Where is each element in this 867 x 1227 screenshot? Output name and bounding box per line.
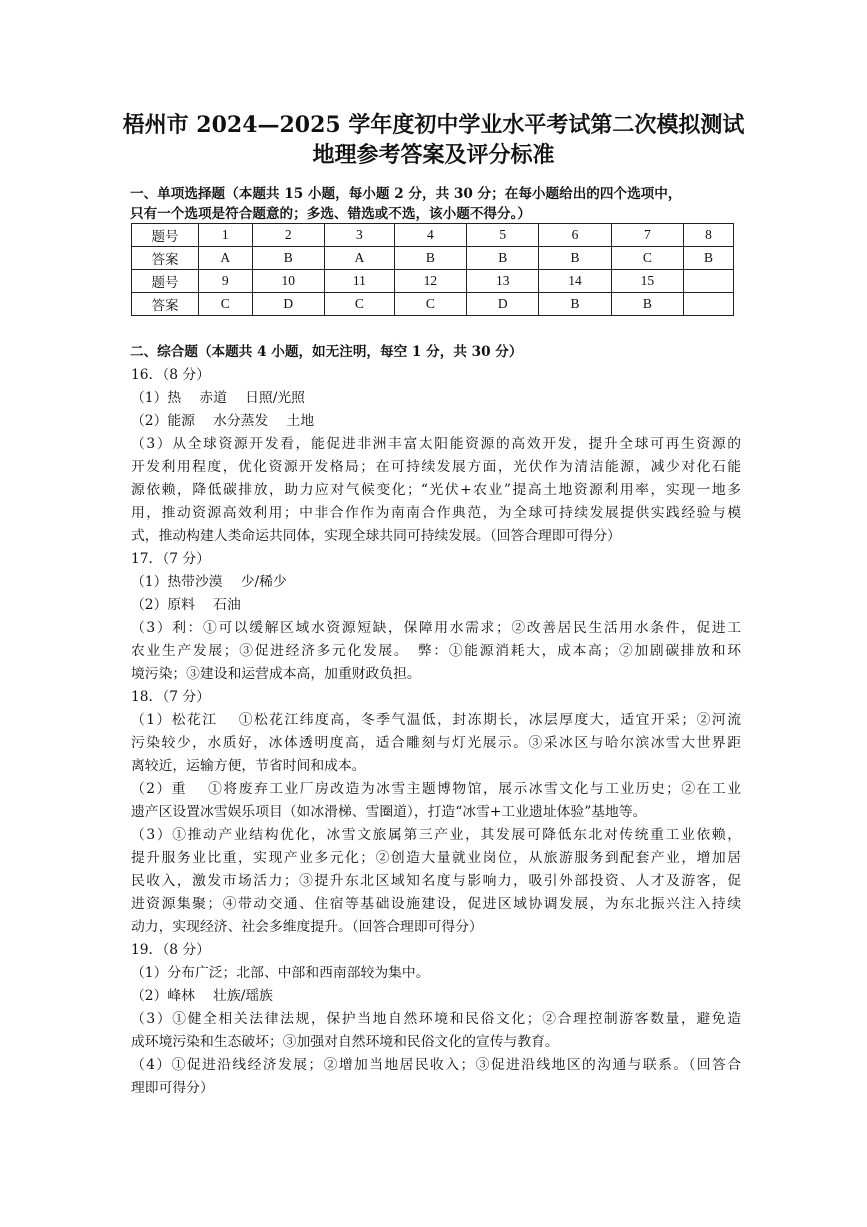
table-row-questions-1 (132, 224, 734, 247)
answer-line: （3）①推动产业结构优化，冰雪文旅属第三产业，其发展可降低东北对传统重工业依赖， (131, 827, 741, 843)
answer-line: （1）热带沙漠 少/稀少 (131, 574, 287, 590)
table-cell (683, 270, 733, 293)
table-cell: 9 (199, 270, 253, 293)
table-cell: 2 (252, 224, 324, 247)
answer-line: （1）分布广泛；北部、中部和西南部较为集中。 (131, 965, 430, 981)
table-cell: 8 (683, 224, 733, 247)
table-cell: 13 (467, 270, 539, 293)
section1-heading-line2: 只有一个选项是符合题意的；多选、错选或不选，该小题不得分。） (130, 206, 532, 222)
table-cell-label: 答案 (132, 293, 199, 316)
table-cell: B (394, 247, 466, 270)
table-row-answers-2 (132, 293, 734, 316)
answer-line: 提升服务业比重，实现产业多元化；②创造大量就业岗位，从旅游服务到配套产业，增加居 (131, 850, 741, 866)
question-header: 18．（7 分） (131, 689, 211, 705)
answer-line: 民收入，激发市场活力；③提升东北区域知名度与影响力，吸引外部投资、人才及游客，促 (131, 873, 741, 889)
table-cell: 12 (394, 270, 466, 293)
answer-line: 开发利用程度，优化资源开发格局；在可持续发展方面，光伏作为清洁能源，减少对化石能 (131, 459, 741, 475)
section1-heading (130, 184, 740, 224)
question-header: 19．（8 分） (131, 942, 211, 958)
answer-line: （3）①健全相关法律法规，保护当地自然环境和民俗文化；②合理控制游客数量，避免造 (131, 1011, 741, 1027)
answer-table (131, 223, 734, 316)
table-cell: A (324, 247, 394, 270)
answer-line: 农业生产发展；③促进经济多元化发展。 弊：①能源消耗大，成本高；②加剧碳排放和环 (131, 643, 741, 659)
table-row-questions-2 (132, 270, 734, 293)
table-cell: C (394, 293, 466, 316)
document-title: 梧州市 2024—2025 学年度初中学业水平考试第二次模拟测试 (122, 112, 745, 138)
table-cell: 1 (199, 224, 253, 247)
answer-line: （2）峰林 壮族/瑶族 (131, 988, 273, 1004)
section2-heading: 二、综合题（本题共 4 小题，如无注明，每空 1 分，共 30 分） (130, 344, 523, 360)
answer-line: 进资源集聚；④带动交通、住宿等基础设施建设，促进区域协调发展，为东北振兴注入持续 (131, 896, 741, 912)
answer-line: 成环境污染和生态破坏；③加强对自然环境和民俗文化的宣传与教育。 (131, 1034, 559, 1050)
table-cell: 11 (324, 270, 394, 293)
table-cell: 4 (394, 224, 466, 247)
answer-line: （2）重 ①将废弃工业厂房改造为冰雪主题博物馆，展示冰雪文化与工业历史；②在工业 (131, 781, 741, 797)
answer-line: 式，推动构建人类命运共同体，实现全球共同可持续发展。（回答合理即可得分） (131, 528, 621, 544)
document-subtitle: 地理参考答案及评分标准 (312, 142, 555, 168)
table-cell: D (252, 293, 324, 316)
answer-line: （1）松花江 ①松花江纬度高，冬季气温低，封冻期长，冰层厚度大，适宜开采；②河流 (131, 712, 741, 728)
table-cell: 6 (539, 224, 611, 247)
answer-line: 理即可得分） (131, 1080, 214, 1096)
table-cell: 14 (539, 270, 611, 293)
table-cell: B (539, 293, 611, 316)
table-cell: B (467, 247, 539, 270)
answer-line: （4）①促进沿线经济发展；②增加当地居民收入；③促进沿线地区的沟通与联系。（回答合 (131, 1057, 741, 1073)
question-header: 17．（7 分） (131, 551, 211, 567)
answer-line: 离较近，运输方便，节省时间和成本。 (131, 758, 366, 774)
answer-line: （2）原料 石油 (131, 597, 241, 613)
answer-line: 动力，实现经济、社会多维度提升。（回答合理即可得分） (131, 919, 483, 935)
answer-line: 污染较少，水质好，冰体透明度高，适合雕刻与灯光展示。③采冰区与哈尔滨冰雪大世界距 (131, 735, 741, 751)
answer-body (131, 364, 741, 1100)
table-cell: C (611, 247, 683, 270)
table-cell: C (324, 293, 394, 316)
table-cell: 3 (324, 224, 394, 247)
answer-line: （3）从全球资源开发看，能促进非洲丰富太阳能资源的高效开发，提升全球可再生资源的 (131, 436, 741, 452)
table-cell: D (467, 293, 539, 316)
table-cell (683, 293, 733, 316)
table-cell: A (199, 247, 253, 270)
section1-heading-line1: 一、单项选择题（本题共 15 小题，每小题 2 分，共 30 分；在每小题给出的四个选项中， (130, 186, 682, 202)
table-cell: B (611, 293, 683, 316)
table-row-answers-1 (132, 247, 734, 270)
table-cell: 10 (252, 270, 324, 293)
answer-line: （2）能源 水分蒸发 土地 (131, 413, 315, 429)
answer-line: 源依赖，降低碳排放，助力应对气候变化；“光伏+农业”提高土地资源利用率，实现一地多 (131, 482, 741, 498)
answer-line: 境污染；③建设和运营成本高，加重财政负担。 (131, 666, 421, 682)
answer-line: （1）热 赤道 日照/光照 (131, 390, 305, 406)
table-cell-label: 题号 (132, 270, 199, 293)
table-cell: B (539, 247, 611, 270)
table-cell: C (199, 293, 253, 316)
table-cell: 5 (467, 224, 539, 247)
table-cell: B (252, 247, 324, 270)
table-cell-label: 题号 (132, 224, 199, 247)
table-cell: 7 (611, 224, 683, 247)
answer-line: 用，推动资源高效利用；中非合作作为南南合作典范，为全球可持续发展提供实践经验与模 (131, 505, 741, 521)
table-cell: 15 (611, 270, 683, 293)
table-cell-label: 答案 (132, 247, 199, 270)
answer-line: （3）利：①可以缓解区域水资源短缺，保障用水需求；②改善居民生活用水条件，促进工 (131, 620, 741, 636)
table-cell: B (683, 247, 733, 270)
question-header: 16．（8 分） (131, 367, 211, 383)
answer-line: 遗产区设置冰雪娱乐项目（如冰滑梯、雪圈道），打造“冰雪+工业遗址体验”基地等。 (131, 804, 647, 820)
